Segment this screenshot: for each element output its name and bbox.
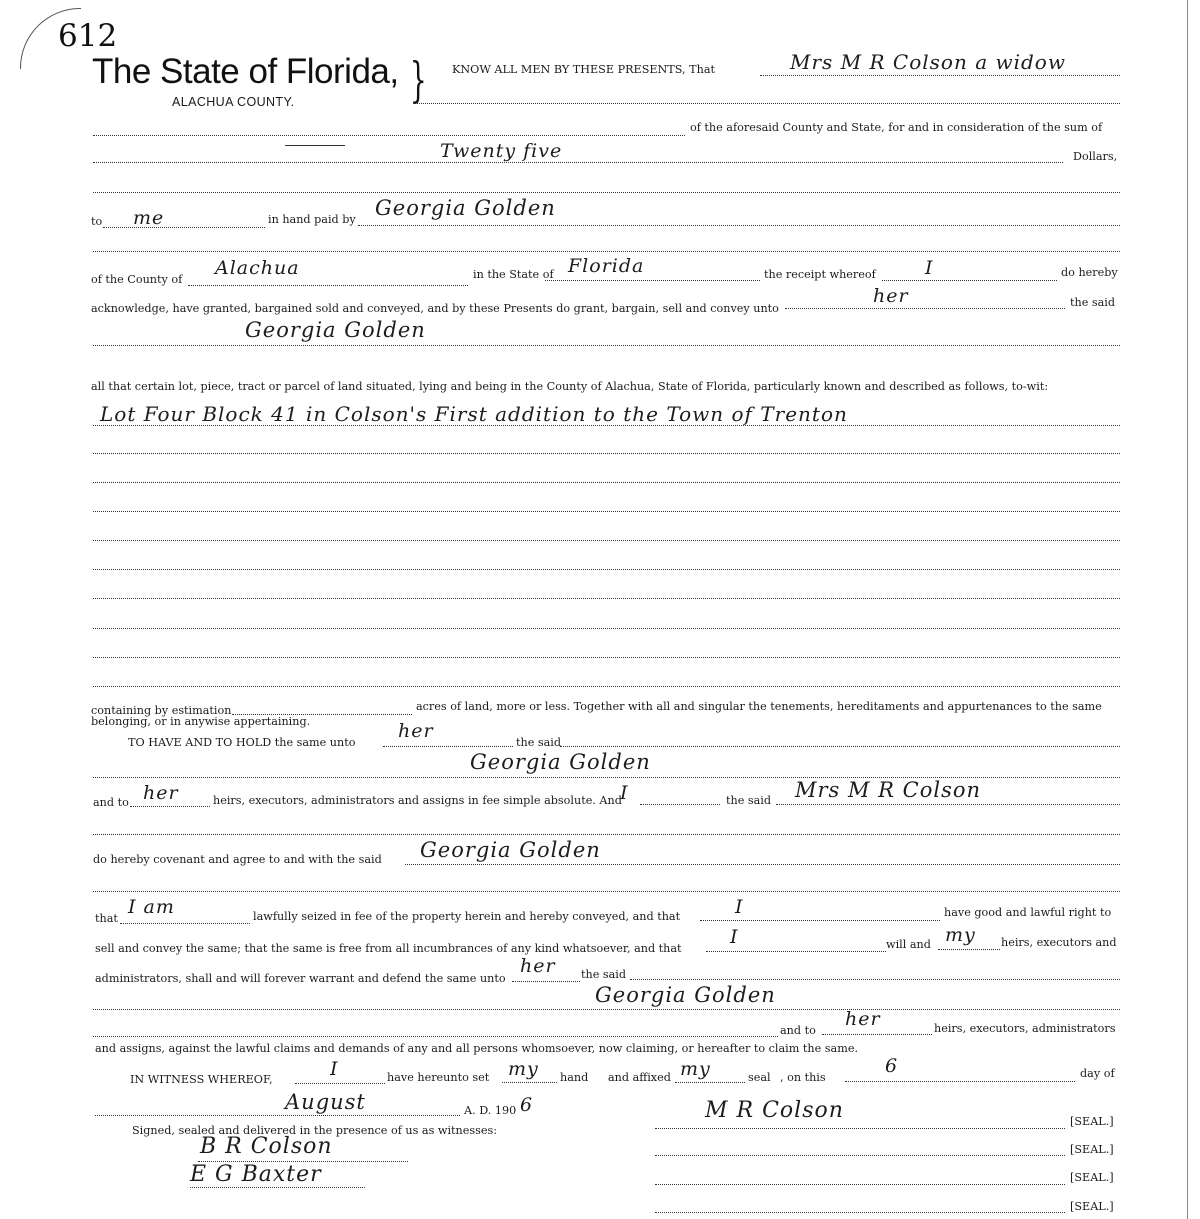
year-digit-handwriting: 6 — [520, 1094, 534, 1116]
page-number: 612 — [58, 18, 118, 54]
blank-line — [415, 103, 1120, 104]
and-to2-text: and to — [780, 1024, 816, 1037]
seal-label-2: [SEAL.] — [1070, 1143, 1114, 1156]
in-witness-text: IN WITNESS WHEREOF, — [130, 1073, 273, 1086]
that-pronoun-line — [700, 920, 940, 921]
seal-line-2 — [655, 1155, 1065, 1156]
all-that-text: all that certain lot, piece, tract or parcel of land situated, lying and being in the County of Alachua, State of Florida, particularly known and described as follows, to-wit: — [91, 380, 1049, 393]
my-line — [938, 949, 1000, 950]
seal-text: seal — [748, 1071, 771, 1084]
blank-line — [93, 453, 1120, 454]
blank-line — [93, 251, 1120, 252]
blank-line — [93, 192, 1120, 193]
have-hereunto-text: have hereunto set — [387, 1071, 490, 1084]
on-this-text: , on this — [780, 1071, 826, 1084]
blank-line — [93, 891, 1120, 892]
signed-sealed-text: Signed, sealed and delivered in the presence of us as witnesses: — [132, 1124, 497, 1137]
acres-text: acres of land, more or less. Together with all and singular the tenements, hereditaments and appurtenances to the same — [416, 700, 1102, 713]
do-hereby-text: do hereby — [1061, 266, 1118, 279]
witness-pronoun-line — [295, 1083, 385, 1084]
receipt-line — [882, 280, 1057, 281]
description-handwriting: Lot Four Block 41 in Colson's First addition to the Town of Trenton — [100, 402, 848, 426]
receipt-text: the receipt whereof — [764, 268, 876, 281]
aforesaid-text: of the aforesaid County and State, for and in consideration of the sum of — [690, 121, 1103, 134]
habendum-handwriting: her — [398, 720, 434, 742]
acknowledge-text: acknowledge, have granted, bargained sold and conveyed, and by these Presents do grant, bargain, sell and convey unto — [91, 302, 779, 315]
witness1-handwriting: B R Colson — [200, 1134, 333, 1159]
heirs-admin-text: heirs, executors, administrators — [934, 1022, 1116, 1035]
consideration-line — [93, 162, 1063, 163]
blank-line — [93, 482, 1120, 483]
containing-text: containing by estimation — [91, 704, 232, 717]
blank-line — [93, 135, 685, 136]
receipt-pronoun-handwriting: I — [925, 257, 934, 279]
in-hand-text: in hand paid by — [268, 213, 356, 226]
seal-line-4 — [655, 1212, 1065, 1213]
will-and-text: will and — [886, 938, 931, 951]
blank-line — [93, 511, 1120, 512]
state-title: The State of Florida, — [92, 52, 399, 91]
witness2-handwriting: E G Baxter — [190, 1162, 322, 1187]
grantor2-handwriting: Mrs M R Colson — [795, 778, 982, 802]
blank-line — [93, 834, 1120, 835]
grantor-line — [760, 75, 1120, 76]
to-text: to — [91, 215, 103, 228]
seized-handwriting: I am — [128, 896, 175, 918]
state-handwriting: Florida — [568, 255, 645, 277]
know-all-text: KNOW ALL MEN BY THESE PRESENTS, That — [452, 63, 715, 76]
witness-pronoun-handwriting: I — [330, 1058, 339, 1080]
to-have-text: TO HAVE AND TO HOLD the same unto — [128, 736, 356, 749]
and-pronoun-handwriting: I — [620, 782, 629, 804]
blank-line — [93, 657, 1120, 658]
the-said-text: the said — [1070, 296, 1116, 309]
defend-unto-handwriting: her — [520, 955, 556, 977]
that-pronoun-handwriting: I — [735, 896, 744, 918]
grantee2-line — [93, 345, 1120, 346]
dollars-text: Dollars, — [1073, 150, 1118, 163]
set-my-handwriting: my — [508, 1058, 539, 1080]
affixed-my-handwriting: my — [680, 1058, 711, 1080]
to-whom-handwriting: me — [133, 207, 165, 229]
seal-label-3: [SEAL.] — [1070, 1171, 1114, 1184]
unto-line — [785, 308, 1065, 309]
month-line — [95, 1115, 460, 1116]
signature-line — [655, 1128, 1065, 1129]
the-said-lc-text: the said — [516, 736, 562, 749]
grantee5-handwriting: Georgia Golden — [595, 983, 776, 1007]
covenant-text: do hereby covenant and agree to and with the said — [93, 853, 382, 866]
the-said3-text: the said — [581, 968, 627, 981]
county-handwriting: Alachua — [215, 257, 300, 279]
county-line — [188, 285, 468, 286]
and-pronoun-line — [640, 804, 720, 805]
heirs-exec-text: heirs, executors, administrators and assigns in fee simple absolute. And — [213, 794, 622, 807]
dash-mark — [285, 145, 345, 146]
grantor-handwriting: Mrs M R Colson a widow — [790, 50, 1066, 74]
blank-line — [630, 979, 1120, 980]
grantee5-line — [93, 1009, 1120, 1010]
heirs-exec-and-text: heirs, executors and — [1001, 936, 1117, 949]
blank-line — [93, 540, 1120, 541]
day-line — [845, 1081, 1075, 1082]
heirs-of-handwriting: her — [143, 782, 179, 804]
unto-handwriting: her — [873, 285, 909, 307]
brace-glyph: } — [409, 52, 427, 108]
seized-line — [120, 923, 250, 924]
grantor2-line — [776, 804, 1120, 805]
consideration-handwriting: Twenty five — [440, 140, 563, 162]
lawfully-text: lawfully seized in fee of the property herein and hereby conveyed, and that — [253, 910, 681, 923]
blank-line — [93, 1036, 778, 1037]
that-pronoun2-line — [706, 951, 886, 952]
grantee-handwriting: Georgia Golden — [375, 196, 556, 220]
to-line — [103, 227, 265, 228]
sell-convey-text: sell and convey the same; that the same is free from all incumbrances of any kind whatsoever, and that — [95, 942, 682, 955]
and-affixed-text: and affixed — [608, 1071, 671, 1084]
administrators-text: administrators, shall and will forever warrant and defend the same unto — [95, 972, 506, 985]
that-pronoun2-handwriting: I — [730, 926, 739, 948]
signature-handwriting: M R Colson — [705, 1098, 844, 1123]
blank-line — [93, 686, 1120, 687]
belonging-text: belonging, or in anywise appertaining. — [91, 715, 311, 728]
page-edge-line — [1187, 0, 1188, 1219]
blank-line — [93, 628, 1120, 629]
affixed-my-line — [675, 1082, 745, 1083]
seal-line-3 — [655, 1184, 1065, 1185]
and-to-text: and to — [93, 796, 129, 809]
and-to-her-line — [822, 1034, 932, 1035]
seal-label-4: [SEAL.] — [1070, 1200, 1114, 1213]
hand-text: hand — [560, 1071, 589, 1084]
and-to-her-handwriting: her — [845, 1008, 881, 1030]
paid-by-line — [358, 225, 1120, 226]
witness2-line — [190, 1187, 365, 1188]
blank-line — [93, 569, 1120, 570]
blank-line — [93, 598, 1120, 599]
day-of-text: day of — [1080, 1067, 1115, 1080]
have-good-text: have good and lawful right to — [944, 906, 1112, 919]
day-handwriting: 6 — [885, 1055, 899, 1077]
set-my-line — [502, 1082, 557, 1083]
and-assigns-text: and assigns, against the lawful claims and demands of any and all persons whomsoever, now claiming, or hereafter to claim the same. — [95, 1042, 858, 1055]
defend-unto-line — [512, 981, 580, 982]
county-title: ALACHUA COUNTY. — [172, 95, 295, 109]
grantee4-handwriting: Georgia Golden — [420, 838, 601, 862]
ad-text: A. D. 190 — [464, 1104, 517, 1117]
my-handwriting: my — [945, 924, 976, 946]
month-handwriting: August — [285, 1090, 366, 1114]
the-said2-text: the said — [726, 794, 772, 807]
of-county-text: of the County of — [91, 273, 183, 286]
grantee3-handwriting: Georgia Golden — [470, 750, 651, 774]
blank-line — [560, 746, 1120, 747]
in-state-text: in the State of — [473, 268, 554, 281]
state-line — [545, 280, 760, 281]
habendum-line — [383, 746, 513, 747]
that-text: that — [95, 912, 118, 925]
grantee4-line — [405, 864, 1120, 865]
heirs-of-line — [130, 806, 210, 807]
seal-label-1: [SEAL.] — [1070, 1115, 1114, 1128]
grantee2-handwriting: Georgia Golden — [245, 318, 426, 342]
